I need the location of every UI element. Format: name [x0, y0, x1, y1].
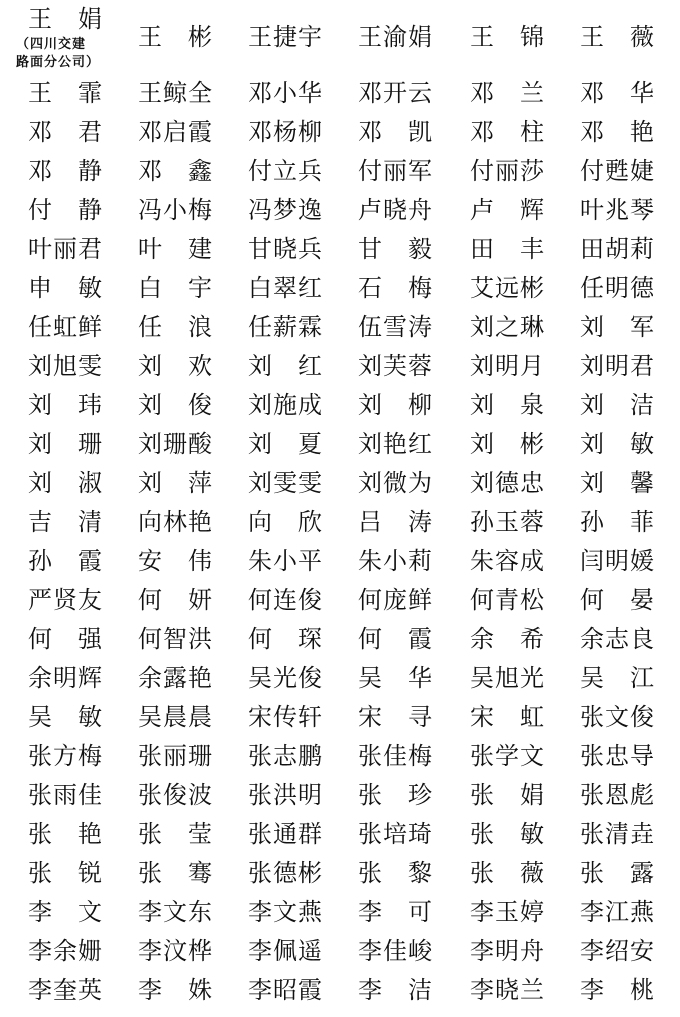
name-row	[0, 854, 680, 893]
person-name: 余明辉	[28, 664, 103, 692]
name-row	[0, 932, 680, 971]
name-row	[0, 620, 680, 659]
person-name: 任 浪	[138, 313, 212, 341]
person-name: 刘 洁	[580, 391, 654, 419]
name-row	[0, 971, 680, 1010]
person-name: 付丽莎	[470, 157, 545, 185]
person-name: 甘 毅	[358, 235, 432, 263]
person-name: 李佩遥	[248, 937, 323, 965]
person-name: 王渝娟	[358, 23, 433, 51]
person-name: 邓 凯	[358, 118, 432, 146]
person-name: 张 莹	[138, 820, 212, 848]
name-row	[0, 5, 680, 70]
person-name: 李文东	[138, 898, 213, 926]
person-name: 刘 敏	[580, 430, 654, 458]
person-name: 叶 建	[138, 235, 212, 263]
person-name: 邓 君	[28, 118, 102, 146]
person-name: 叶兆琴	[580, 196, 655, 224]
person-name: 王 薇	[580, 23, 654, 51]
person-name: 李 文	[28, 898, 102, 926]
person-name: 李明舟	[470, 937, 545, 965]
name-row	[0, 737, 680, 776]
person-name: 刘 俊	[138, 391, 212, 419]
person-name: 田胡莉	[580, 235, 655, 263]
person-name: 付甦婕	[580, 157, 655, 185]
person-name: 宋传轩	[248, 703, 323, 731]
person-name: 付立兵	[248, 157, 323, 185]
person-name: 闫明媛	[580, 547, 655, 575]
person-name: 张方梅	[28, 742, 103, 770]
person-name: 吴晨晨	[138, 703, 213, 731]
person-name: 朱小莉	[358, 547, 433, 575]
person-name: 付丽军	[358, 157, 433, 185]
person-name: 李汶桦	[138, 937, 213, 965]
person-name: 李江燕	[580, 898, 655, 926]
person-name: 朱容成	[470, 547, 545, 575]
person-name: 余 希	[470, 625, 544, 653]
person-name: 卢晓舟	[358, 196, 433, 224]
name-row	[0, 191, 680, 230]
name-cell-first	[16, 2, 120, 74]
name-row	[0, 815, 680, 854]
person-name: 邓 华	[580, 79, 654, 107]
person-name: 刘 红	[248, 352, 322, 380]
person-name: 刘 柳	[358, 391, 432, 419]
person-name: 何 霞	[358, 625, 432, 653]
person-name: 李绍安	[580, 937, 655, 965]
person-name: 付 静	[28, 196, 102, 224]
name-row	[0, 698, 680, 737]
name-row	[0, 893, 680, 932]
person-name: 刘 馨	[580, 469, 654, 497]
person-name: 张俊波	[138, 781, 213, 809]
person-name: 艾远彬	[470, 274, 545, 302]
person-name: 李 可	[358, 898, 432, 926]
person-name: 孙玉蓉	[470, 508, 545, 536]
person-name: 任明德	[580, 274, 655, 302]
person-name: 张佳梅	[358, 742, 433, 770]
person-name: 刘 欢	[138, 352, 212, 380]
person-name: 邓 兰	[470, 79, 544, 107]
person-name: 严贤友	[28, 586, 103, 614]
person-name: 何 妍	[138, 586, 212, 614]
person-name: 张培琦	[358, 820, 433, 848]
person-name: 刘微为	[358, 469, 433, 497]
person-name: 王 锦	[470, 23, 544, 51]
person-name: 安 伟	[138, 547, 212, 575]
person-name: 张 敏	[470, 820, 544, 848]
person-name: 冯小梅	[138, 196, 213, 224]
person-name: 吉 清	[28, 508, 102, 536]
person-name: 何 晏	[580, 586, 654, 614]
person-name: 甘晓兵	[248, 235, 323, 263]
person-name: 田 丰	[470, 235, 544, 263]
person-name: 张 锐	[28, 859, 102, 887]
person-name: 刘施成	[248, 391, 323, 419]
person-name: 何 强	[28, 625, 102, 653]
person-name: 张清垚	[580, 820, 655, 848]
name-row	[0, 308, 680, 347]
name-row	[0, 113, 680, 152]
person-name: 白翠红	[248, 274, 323, 302]
person-name: 李奎英	[28, 976, 103, 1004]
person-name: 王 霏	[28, 79, 102, 107]
person-name: 张 艳	[28, 820, 102, 848]
person-name: 宋 寻	[358, 703, 432, 731]
person-name: 邓 静	[28, 157, 102, 185]
name-row	[0, 776, 680, 815]
person-name: 刘 彬	[470, 430, 544, 458]
person-name: 刘芙蓉	[358, 352, 433, 380]
person-name: 张雨佳	[28, 781, 103, 809]
person-name: 张 骞	[138, 859, 212, 887]
person-name: 邓开云	[358, 79, 433, 107]
name-row	[0, 74, 680, 113]
person-name: 邓杨柳	[248, 118, 323, 146]
name-row	[0, 503, 680, 542]
person-name: 张德彬	[248, 859, 323, 887]
person-name: 吕 涛	[358, 508, 432, 536]
person-name: 白 宇	[138, 274, 212, 302]
person-name: 王捷宇	[248, 23, 323, 51]
affiliation-note	[16, 36, 120, 72]
person-name: 叶丽君	[28, 235, 103, 263]
person-name: 余露艳	[138, 664, 213, 692]
name-row	[0, 464, 680, 503]
person-name: 张 露	[580, 859, 654, 887]
person-name: 吴 华	[358, 664, 432, 692]
person-name: 张丽珊	[138, 742, 213, 770]
person-name: 刘旭雯	[28, 352, 103, 380]
person-name: 吴旭光	[470, 664, 545, 692]
person-name: 刘德忠	[470, 469, 545, 497]
person-name: 张恩彪	[580, 781, 655, 809]
person-name: 李余姗	[28, 937, 103, 965]
name-row	[0, 425, 680, 464]
person-name: 刘 珊	[28, 430, 102, 458]
person-name: 李 姝	[138, 976, 212, 1004]
person-name: 张 薇	[470, 859, 544, 887]
person-name: 何连俊	[248, 586, 323, 614]
name-row	[0, 230, 680, 269]
person-name: 刘 淑	[28, 469, 102, 497]
person-name: 申 敏	[28, 274, 102, 302]
person-name: 任虹鲜	[28, 313, 103, 341]
person-name: 张 珍	[358, 781, 432, 809]
person-name: 张 黎	[358, 859, 432, 887]
person-name: 宋 虹	[470, 703, 544, 731]
person-name: 王鲸全	[138, 79, 213, 107]
person-name: 张文俊	[580, 703, 655, 731]
person-name: 石 梅	[358, 274, 432, 302]
name-row	[0, 542, 680, 581]
person-name: 刘 玮	[28, 391, 102, 419]
name-row	[0, 659, 680, 698]
person-name: 张通群	[248, 820, 323, 848]
name-row	[0, 386, 680, 425]
person-name: 邓小华	[248, 79, 323, 107]
person-name: 刘明月	[470, 352, 545, 380]
person-name: 刘 泉	[470, 391, 544, 419]
person-name: 邓 鑫	[138, 157, 212, 185]
person-name: 何 琛	[248, 625, 322, 653]
person-name: 向林艳	[138, 508, 213, 536]
person-name: 刘 军	[580, 313, 654, 341]
person-name: 李晓兰	[470, 976, 545, 1004]
person-name: 刘明君	[580, 352, 655, 380]
person-name: 张洪明	[248, 781, 323, 809]
person-name: 何庞鲜	[358, 586, 433, 614]
person-name: 李佳峻	[358, 937, 433, 965]
person-name: 刘珊酸	[138, 430, 213, 458]
person-name: 张 娟	[470, 781, 544, 809]
person-name: 刘 萍	[138, 469, 212, 497]
person-name: 刘 夏	[248, 430, 322, 458]
person-name: 吴光俊	[248, 664, 323, 692]
person-name: 王 娟	[28, 5, 102, 33]
person-name: 孙 菲	[580, 508, 654, 536]
person-name: 李昭霞	[248, 976, 323, 1004]
affiliation-note-line1: （四川交建	[16, 37, 87, 52]
person-name: 何智洪	[138, 625, 213, 653]
person-name: 刘之琳	[470, 313, 545, 341]
person-name: 孙 霞	[28, 547, 102, 575]
person-name: 王 彬	[138, 23, 212, 51]
name-row	[0, 347, 680, 386]
person-name: 朱小平	[248, 547, 323, 575]
person-name: 张忠导	[580, 742, 655, 770]
person-name: 任薪霖	[248, 313, 323, 341]
name-row	[0, 269, 680, 308]
person-name: 吴 敏	[28, 703, 102, 731]
person-name: 刘雯雯	[248, 469, 323, 497]
person-name: 张学文	[470, 742, 545, 770]
person-name: 余志良	[580, 625, 655, 653]
person-name: 邓启霞	[138, 118, 213, 146]
person-name: 李玉婷	[470, 898, 545, 926]
person-name: 伍雪涛	[358, 313, 433, 341]
person-name: 李 洁	[358, 976, 432, 1004]
person-name: 向 欣	[248, 508, 322, 536]
affiliation-note-line2: 路面分公司）	[16, 55, 101, 70]
person-name: 邓 艳	[580, 118, 654, 146]
name-row	[0, 152, 680, 191]
person-name: 卢 辉	[470, 196, 544, 224]
person-name: 冯梦逸	[248, 196, 323, 224]
person-name: 邓 柱	[470, 118, 544, 146]
person-name: 刘艳红	[358, 430, 433, 458]
person-name: 何青松	[470, 586, 545, 614]
person-name: 吴 江	[580, 664, 654, 692]
person-name: 李 桃	[580, 976, 654, 1004]
person-name: 李文燕	[248, 898, 323, 926]
person-name: 张志鹏	[248, 742, 323, 770]
name-row	[0, 581, 680, 620]
